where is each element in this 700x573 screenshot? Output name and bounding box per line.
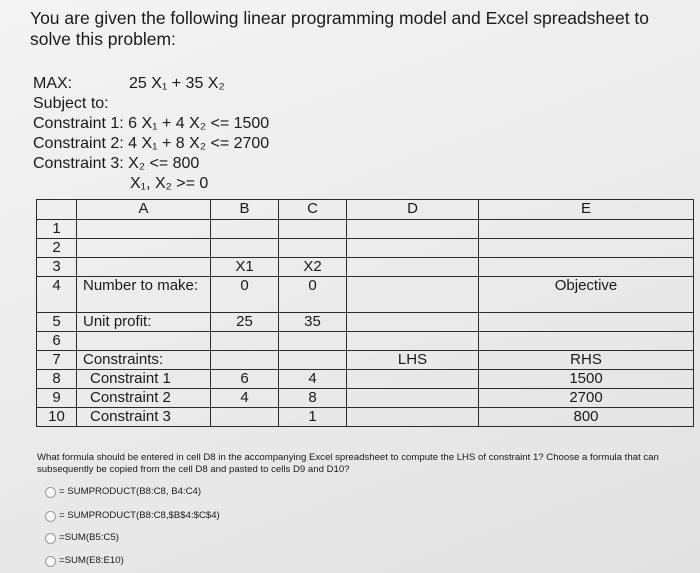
column-header-row	[37, 200, 694, 220]
cell	[479, 258, 694, 277]
constraint-2: Constraint 2: 4 X₁ + 8 X₂ <= 2700	[33, 135, 270, 152]
cell	[211, 239, 279, 258]
column-header: C	[279, 200, 347, 220]
cell	[77, 332, 211, 351]
cell-d10	[347, 408, 479, 427]
problem-intro: You are given the following linear programming model and Excel spreadsheet to solve this problem:	[30, 8, 650, 49]
cell-e7: RHS	[479, 351, 694, 370]
sheet-row	[37, 351, 694, 370]
cell	[347, 277, 479, 313]
cell-b10	[211, 408, 279, 427]
cell-a8: Constraint 1	[77, 370, 211, 389]
sheet-row	[37, 277, 694, 313]
cell	[211, 220, 279, 239]
row-number: 5	[37, 313, 77, 332]
cell-b9: 4	[211, 389, 279, 408]
option-label: = SUMPRODUCT(B8:C8, B4:C4)	[59, 486, 202, 497]
sheet-row	[37, 258, 694, 277]
column-header: D	[347, 200, 479, 220]
sheet-row	[37, 239, 694, 258]
cell-c5: 35	[279, 313, 347, 332]
objective-function: 25 X₁ + 35 X₂	[129, 75, 225, 92]
cell-a5: Unit profit:	[77, 313, 211, 332]
row-number: 6	[37, 332, 77, 351]
row-number: 9	[37, 389, 77, 408]
cell	[479, 332, 694, 351]
cell-d7: LHS	[347, 351, 479, 370]
subject-to: Subject to:	[33, 95, 109, 112]
radio-button-icon[interactable]	[45, 533, 56, 544]
cell	[347, 313, 479, 332]
cell	[77, 220, 211, 239]
cell	[347, 332, 479, 351]
answer-option-2[interactable]	[45, 509, 220, 523]
question-text: What formula should be entered in cell D8 in the accompanying Excel spreadsheet to compute the LHS of constraint 1? Choose a formula that can subsequently be copied from the cell D8 and pasted to cells D9 and D10?	[37, 452, 659, 475]
nonnegativity-row	[33, 174, 269, 194]
radio-button-icon[interactable]	[45, 556, 56, 567]
option-label: =SUM(E8:E10)	[59, 555, 124, 566]
row-number: 8	[37, 370, 77, 389]
row-number: 4	[37, 277, 77, 313]
cell	[479, 239, 694, 258]
cell-c4: 0	[279, 277, 347, 313]
row-number: 2	[37, 239, 77, 258]
lp-model	[33, 74, 269, 194]
cell-e9: 2700	[479, 389, 694, 408]
cell	[347, 220, 479, 239]
nonnegativity: X₁, X₂ >= 0	[130, 175, 209, 192]
cell-b8: 6	[211, 370, 279, 389]
sheet-row	[37, 370, 694, 389]
cell-e4: Objective	[479, 277, 694, 313]
max-label: MAX:	[33, 75, 73, 92]
cell-a4: Number to make:	[77, 277, 211, 313]
row-number: 3	[37, 258, 77, 277]
answer-option-3[interactable]	[45, 531, 119, 545]
radio-button-icon[interactable]	[45, 487, 56, 498]
cell-a7: Constraints:	[77, 351, 211, 370]
cell	[211, 332, 279, 351]
cell	[347, 239, 479, 258]
sheet-row	[37, 389, 694, 408]
row-number: 10	[37, 408, 77, 427]
cell	[77, 258, 211, 277]
cell	[347, 258, 479, 277]
cell-c8: 4	[279, 370, 347, 389]
sheet-row	[37, 313, 694, 332]
cell-e10: 800	[479, 408, 694, 427]
cell	[279, 351, 347, 370]
cell-c10: 1	[279, 408, 347, 427]
cell-a10: Constraint 3	[77, 408, 211, 427]
column-header: A	[77, 200, 211, 220]
cell	[279, 220, 347, 239]
cell-d8	[347, 370, 479, 389]
row-number: 1	[37, 220, 77, 239]
cell-c9: 8	[279, 389, 347, 408]
radio-button-icon[interactable]	[45, 511, 56, 522]
cell	[279, 239, 347, 258]
cell-b4: 0	[211, 277, 279, 313]
cell-e8: 1500	[479, 370, 694, 389]
excel-spreadsheet	[36, 199, 694, 427]
cell-c3: X2	[279, 258, 347, 277]
column-header: E	[479, 200, 694, 220]
sheet-row	[37, 220, 694, 239]
cell	[479, 313, 694, 332]
objective-row	[33, 74, 269, 94]
answer-option-4[interactable]	[45, 554, 124, 568]
cell-a9: Constraint 2	[77, 389, 211, 408]
cell-b3: X1	[211, 258, 279, 277]
corner-cell	[37, 200, 77, 220]
option-label: = SUMPRODUCT(B8:C8,$B$4:$C$4)	[59, 510, 220, 521]
sheet-row	[37, 332, 694, 351]
row-number: 7	[37, 351, 77, 370]
cell	[77, 239, 211, 258]
constraint-3: Constraint 3: X₂ <= 800	[33, 155, 200, 172]
cell	[211, 351, 279, 370]
answer-option-1[interactable]	[45, 485, 201, 499]
cell-d9	[347, 389, 479, 408]
cell-b5: 25	[211, 313, 279, 332]
option-label: =SUM(B5:C5)	[59, 532, 119, 543]
column-header: B	[211, 200, 279, 220]
cell	[479, 220, 694, 239]
cell	[279, 332, 347, 351]
sheet-row	[37, 408, 694, 427]
constraint-1: Constraint 1: 6 X₁ + 4 X₂ <= 1500	[33, 115, 270, 132]
